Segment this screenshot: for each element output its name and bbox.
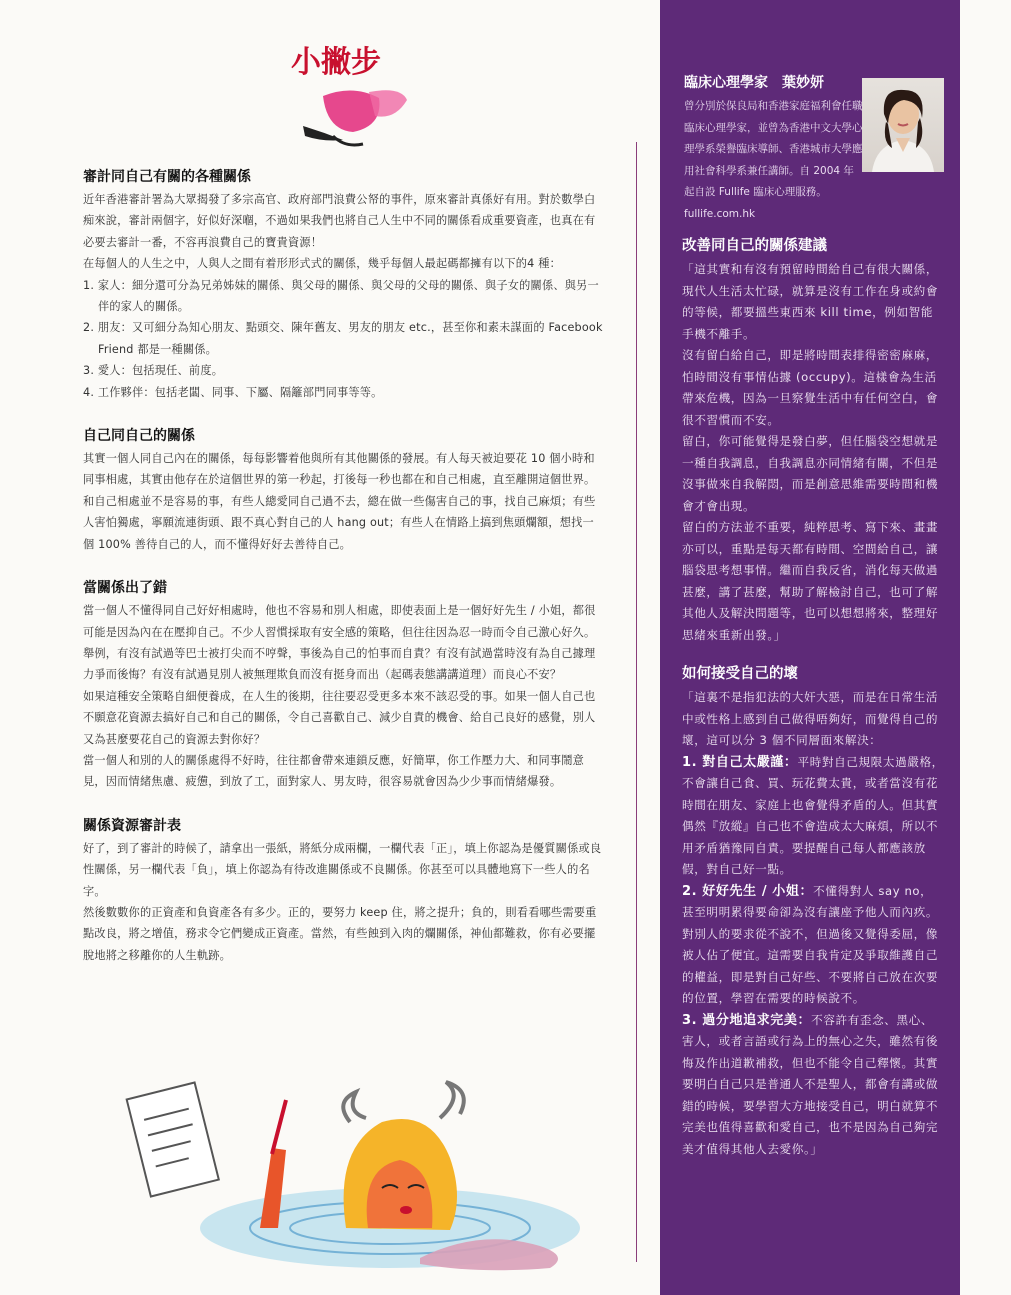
paragraph: 如果這種安全策略自細便養成，在人生的後期，往往要忍受更多本來不該忍受的事。如果一個人自己也不願意花資源去搞好自己和自己的關係，令自己喜歡自己、減少自責的機會、給自己良好的感覺，別人又為甚麼要花自己的資源去對你好？ [83, 689, 596, 746]
paragraph: 當一個人和別的人的關係處得不好時，往往都會帶來連鎖反應，好簡單，你工作壓力大、和同事鬧意見，因而情緒焦慮、疲憊，到放了工，面對家人、男友時，很容易就會因為少少事而情緒爆發。 [83, 753, 585, 789]
list-item [682, 881, 944, 1010]
item-label: 2. 好好先生 / 小姐： [682, 883, 814, 899]
logo-text: 小撇步 [291, 45, 381, 80]
paragraph: 在每個人的人生之中，人與人之間有着形形式式的關係，幾乎每個人最起碼都擁有以下的4 種： [83, 257, 561, 271]
item-text: 不容許有歪念、黑心、害人，或者言語或行為上的無心之失，雖然有後悔及作出道歉補救，但也不能令自己釋懷。其實要明白自己只是普通人不是聖人，都會有講或做錯的時候，要學習大方地接受自己，明白就算不完美也值得喜歡和愛自己，也不是因為自己夠完美才值得其他人去愛你。」 [682, 1012, 939, 1156]
author-photo [862, 78, 944, 172]
paragraph: 好了，到了審計的時候了，請拿出一張紙，將紙分成兩欄，一欄代表「正」，填上你認為是優質關係或良性關係，另一欄代表「負」，填上你認為有待改進關係或不良關係。你甚至可以具體地寫下一些人的名字。 [83, 841, 602, 898]
author-bio: 曾分別於保良局和香港家庭福利會任職臨床心理學家，並曾為香港中文大學心理學系榮譽臨床導師、香港城市大學應用社會科學系兼任講師。自 2004 年起自設 Fullife 臨床心理服務。 [684, 100, 863, 198]
column-logo [283, 36, 423, 156]
paragraph: 留白，你可能覺得是發白夢，但任腦袋空想就是一種自我調息，自我調息亦同情緒有關，不但是沒事做來自我解悶，而是創意思維需要時間和機會才會出現。 [682, 434, 939, 513]
section-wrong [83, 579, 603, 793]
list-item: 2. 朋友：又可細分為知心朋友、點頭交、陳年舊友、男友的朋友 etc.，甚至你和素未謀面的 Facebook Friend 都是一種關係。 [83, 321, 603, 356]
section-heading: 當關係出了錯 [83, 580, 167, 597]
item-label: 3. 過分地追求完美： [682, 1012, 812, 1028]
section-self [83, 427, 603, 555]
list-item: 1. 家人：細分還可分為兄弟姊妹的關係、與父母的關係、與父母的父母的關係、與子女的關係、與另一伴的家人的關係。 [83, 278, 599, 314]
section-heading: 審計同自己有關的各種關係 [83, 169, 251, 185]
section-heading: 改善同自己的關係建議 [682, 238, 827, 254]
section-heading: 自己同自己的關係 [83, 428, 195, 445]
list-item: 4. 工作夥伴：包括老闆、同事、下屬、隔籬部門同事等等。 [83, 385, 383, 399]
paragraph: 留白的方法並不重要，純粹思考、寫下來、畫畫亦可以，重點是每天都有時間、空間給自己，讓腦袋思考想事情。繼而自我反省，消化每天做過甚麼，講了甚麼，幫助了解檢討自己，也可了解其他人及解決問題等，也可以想想將來，整理好思緒來重新出發。」 [682, 520, 939, 642]
paragraph: 然後數數你的正資產和負資產各有多少。正的，要努力 keep 住，將之提升；負的，則看看哪些需要重點改良，將之增值，務求令它們變成正資產。當然，有些蝕到入肉的爛關係，神仙都難救，你有必要擺脫地將之移離你的人生軌跡。 [83, 905, 597, 962]
author-title: 臨床心理學家 葉妙妍 [684, 75, 824, 91]
paragraph: 「這裏不是指犯法的大奸大惡，而是在日常生活中或性格上感到自己做得唔夠好，而覺得自己的壞，這可以分 3 個不同層面來解決： [682, 690, 939, 747]
item-text: 不懂得對人 say no，甚至明明累得要命卻為沒有讓座予他人而內疚。對別人的要求從不說不，但過後又覺得委屈，像被人佔了便宜。這需要自我肯定及爭取維護自己的權益，即是對自己好些、不要將自己放在次要的位置，學習在需要的時候說不。 [682, 883, 939, 1005]
list-item [682, 1010, 944, 1161]
section-heading: 關係資源審計表 [83, 817, 181, 834]
paragraph: 其實一個人同自己內在的關係，每每影響着他與所有其他關係的發展。有人每天被迫要花 10 個小時和同事相處，其實由他存在於這個世界的第一秒起，打後每一秒也都在和自己相處，直至離開這個世界。和自己相處並不是容易的事，有些人總愛同自己過不去，總在做一些傷害自己的事，找自己麻煩；有些人害怕獨處，寧願流連街頭、跟不真心對自己的人 hang out；有些人在情路上搞到焦頭爛額，想找一個 100% 善待自己的人，而不懂得好好去善待自己。 [83, 452, 596, 551]
list-item [682, 752, 944, 881]
section-improve [682, 236, 944, 646]
list-item: 3. 愛人：包括現任、前度。 [83, 364, 224, 378]
paragraph: 沒有留白給自己，即是將時間表排得密密麻麻，怕時間沒有事情佔據 (occupy)。這樣會為生活帶來危機，因為一旦察覺生活中有任何空白，會很不習慣而不安。 [682, 348, 939, 427]
author-box [684, 72, 864, 225]
section-heading: 如何接受自己的壞 [682, 666, 798, 682]
section-accept [682, 664, 944, 1160]
sidebar-article [682, 236, 944, 1172]
item-text: 平時對自己規限太過嚴格，不會讓自己食、買、玩花費太貴，或者當沒有花時間在朋友、家庭上也會覺得矛盾的人。但其實偶然『放縱』自己也不會造成太大麻煩，所以不用矛盾猶豫同自責。要提醒自己每人都應該放假，對自己好一點。 [682, 754, 944, 876]
column-divider [636, 142, 637, 1262]
paragraph: 當一個人不懂得同自己好好相處時，他也不容易和別人相處，即使表面上是一個好好先生 / 小姐，都很可能是因為內在在壓抑自己。不少人習慣採取有安全感的策略，但往往因為忍一時而令自己激心好久。舉例，有沒有試過等巴士被打尖而不哼聲，事後為自己的怕事而自責？有沒有試過當時沒有為自己據理力爭而後悔？有沒有試過見別人被無理欺負而沒有挺身而出（起碼表態講講道理）而良心不安？ [83, 604, 596, 682]
main-article [83, 168, 603, 980]
illustration [120, 1078, 590, 1278]
item-label: 1. 對自己太嚴謹： [682, 754, 798, 770]
paragraph: 近年香港審計署為大眾揭發了多宗高官、政府部門浪費公帑的事件，原來審計真係好有用。對於數學白痴來說，審計兩個字，好似好深嗰，不過如果我們也將自己人生中不同的關係看成重要資產，也真在有必要去審計一番，不容再浪費自己的寶貴資源！ [83, 193, 596, 249]
paragraph: 「這其實和有沒有預留時間給自己有很大關係，現代人生活太忙碌，就算是沒有工作在身或約會的等候，都要搵些東西來 kill time，例如智能手機不離手。 [682, 262, 939, 341]
section-audit-table [83, 817, 603, 966]
author-url: fullife.com.hk [684, 207, 756, 220]
section-audit [83, 168, 603, 403]
